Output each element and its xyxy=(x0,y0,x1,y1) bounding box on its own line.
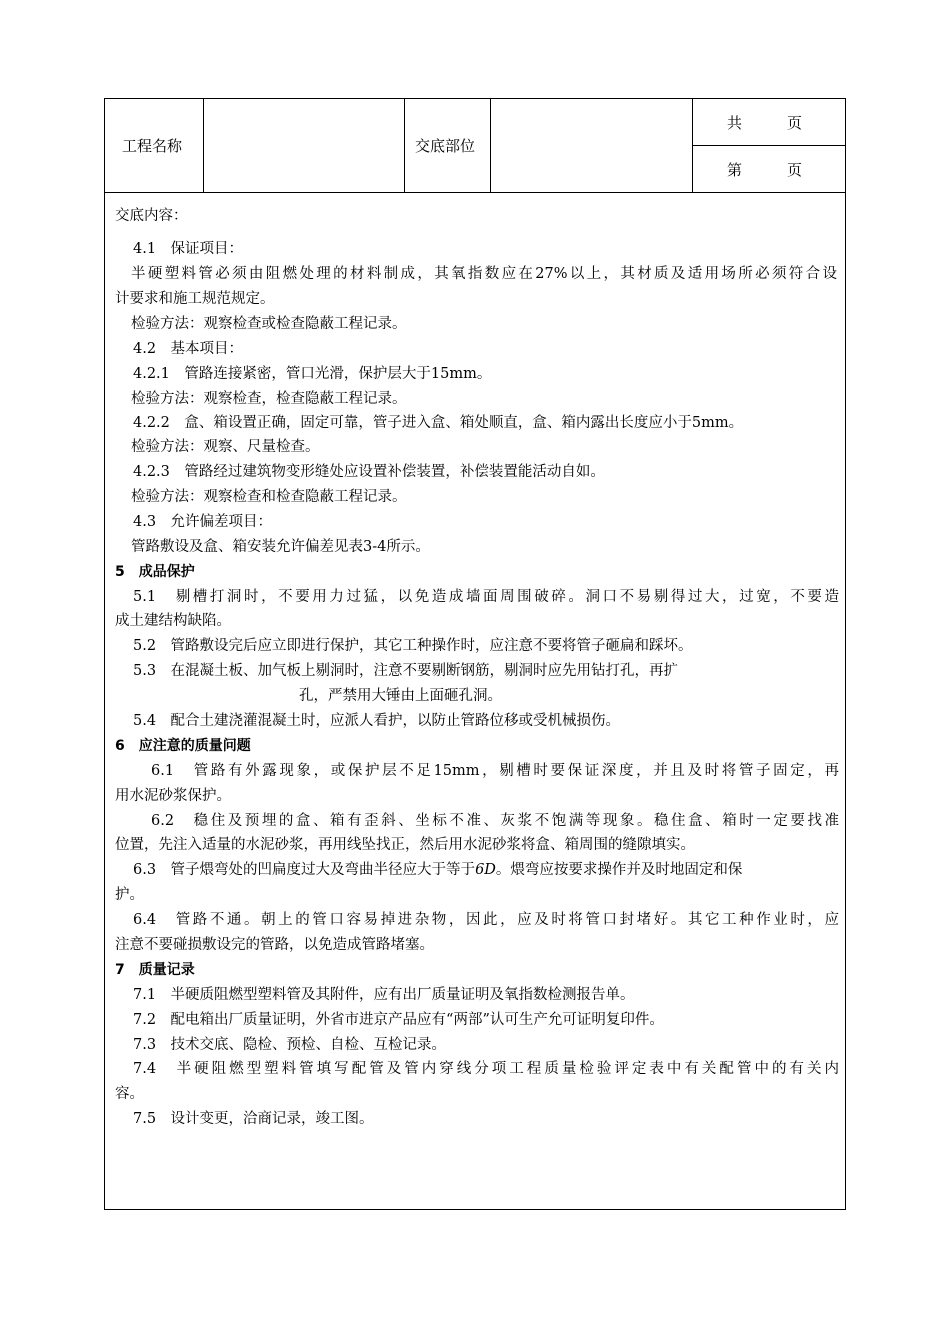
text-line: 5.1 剔槽打洞时，不要用力过猛，以免造成墙面周围破碎。洞口不易剔得过大，过宽，不要造 xyxy=(133,589,839,605)
section-heading: 6 应注意的质量问题 xyxy=(115,738,251,754)
text-line: 检验方法：观察检查和检查隐蔽工程记录。 xyxy=(131,489,407,505)
text-line: 检验方法：观察、尺量检查。 xyxy=(131,439,320,455)
text-line: 注意不要碰损敷设完的管路，以免造成管路堵塞。 xyxy=(115,937,434,953)
text-line: 7.1 半硬质阻燃型塑料管及其附件，应有出厂质量证明及氧指数检测报告单。 xyxy=(133,987,635,1003)
text-line: 5.2 管路敷设完后应立即进行保护，其它工种操作时，应注意不要将管子砸扁和踩坏。 xyxy=(133,638,693,654)
text-line: 7.4 半硬阻燃型塑料管填写配管及管内穿线分项工程质量检验评定表中有关配管中的有关内 xyxy=(133,1061,839,1077)
location-label: 交底部位 xyxy=(415,137,476,155)
text-line: 成土建结构缺陷。 xyxy=(115,613,231,629)
text-line: 4.2.3 管路经过建筑物变形缝处应设置补偿装置，补偿装置能活动自如。 xyxy=(133,464,605,480)
text-run xyxy=(133,860,742,880)
section-heading: 7 质量记录 xyxy=(115,962,195,978)
text-line: 容。 xyxy=(115,1086,144,1102)
project-name-label: 工程名称 xyxy=(122,137,183,155)
text-line xyxy=(133,860,839,880)
divider xyxy=(203,99,204,192)
text-line: 6.1 管路有外露现象，或保护层不足15mm，剔槽时要保证深度，并且及时将管子固定，再 xyxy=(151,763,839,779)
text-line: 孔，严禁用大锤由上面砸孔洞。 xyxy=(299,688,502,704)
text-line: 检验方法：观察检查或检查隐蔽工程记录。 xyxy=(131,316,407,332)
text-line: 5.3 在混凝土板、加气板上剔洞时，注意不要剔断钢筋，剔洞时应先用钻打孔，再扩 xyxy=(133,663,679,679)
text-line: 7.3 技术交底、隐检、预检、自检、互检记录。 xyxy=(133,1037,447,1053)
text-line: 4.1 保证项目： xyxy=(133,241,244,257)
disclosure-form xyxy=(104,98,846,1210)
text-line: 7.5 设计变更，洽商记录，竣工图。 xyxy=(133,1111,374,1127)
text-line: 管路敷设及盒、箱安装允许偏差见表3-4所示。 xyxy=(131,539,430,555)
divider xyxy=(490,99,491,192)
section-heading: 5 成品保护 xyxy=(115,564,195,580)
text-line: 5.4 配合土建浇灌混凝土时，应派人看护，以防止管路位移或受机械损伤。 xyxy=(133,713,621,729)
formula-6d: 6D xyxy=(475,862,496,878)
text-line: 7.2 配电箱出厂质量证明，外省市进京产品应有“两部”认可生产允可证明复印件。 xyxy=(133,1012,664,1028)
text-line: 护。 xyxy=(115,887,144,903)
text-line: 4.2.1 管路连接紧密，管口光滑，保护层大于15mm。 xyxy=(133,366,492,382)
page-number: 第 页 xyxy=(727,161,803,179)
text-line: 位置，先注入适量的水泥砂浆，再用线坠找正，然后用水泥砂浆将盒、箱周围的缝隙填实。 xyxy=(115,837,695,853)
divider xyxy=(692,145,845,146)
content-label: 交底内容： xyxy=(115,208,188,224)
text-line: 4.2.2 盒、箱设置正确，固定可靠，管子进入盒、箱处顺直，盒、箱内露出长度应小于5mm。 xyxy=(133,415,744,431)
text-line: 检验方法：观察检查，检查隐蔽工程记录。 xyxy=(131,391,407,407)
text-line: 4.3 允许偏差项目： xyxy=(133,514,273,530)
text-run: 6.3 管子煨弯处的凹扁度过大及弯曲半径应大于等于 xyxy=(133,862,476,878)
text-line: 6.2 稳住及预埋的盒、箱有歪斜、坐标不准、灰浆不饱满等现象。稳住盒、箱时一定要找准 xyxy=(151,813,839,829)
text-line: 半硬塑料管必须由阻燃处理的材料制成，其氧指数应在27%以上，其材质及适用场所必须符合设 xyxy=(131,266,837,282)
divider xyxy=(404,99,405,192)
total-pages: 共 页 xyxy=(727,114,803,132)
text-line: 4.2 基本项目： xyxy=(133,341,244,357)
text-line: 计要求和施工规范规定。 xyxy=(115,291,275,307)
text-line: 6.4 管路不通。朝上的管口容易掉进杂物，因此，应及时将管口封堵好。其它工种作业时，应 xyxy=(133,912,839,928)
form-header xyxy=(105,99,845,193)
text-run: 。煨弯应按要求操作并及时地固定和保 xyxy=(495,862,743,878)
text-line: 用水泥砂浆保护。 xyxy=(115,788,231,804)
